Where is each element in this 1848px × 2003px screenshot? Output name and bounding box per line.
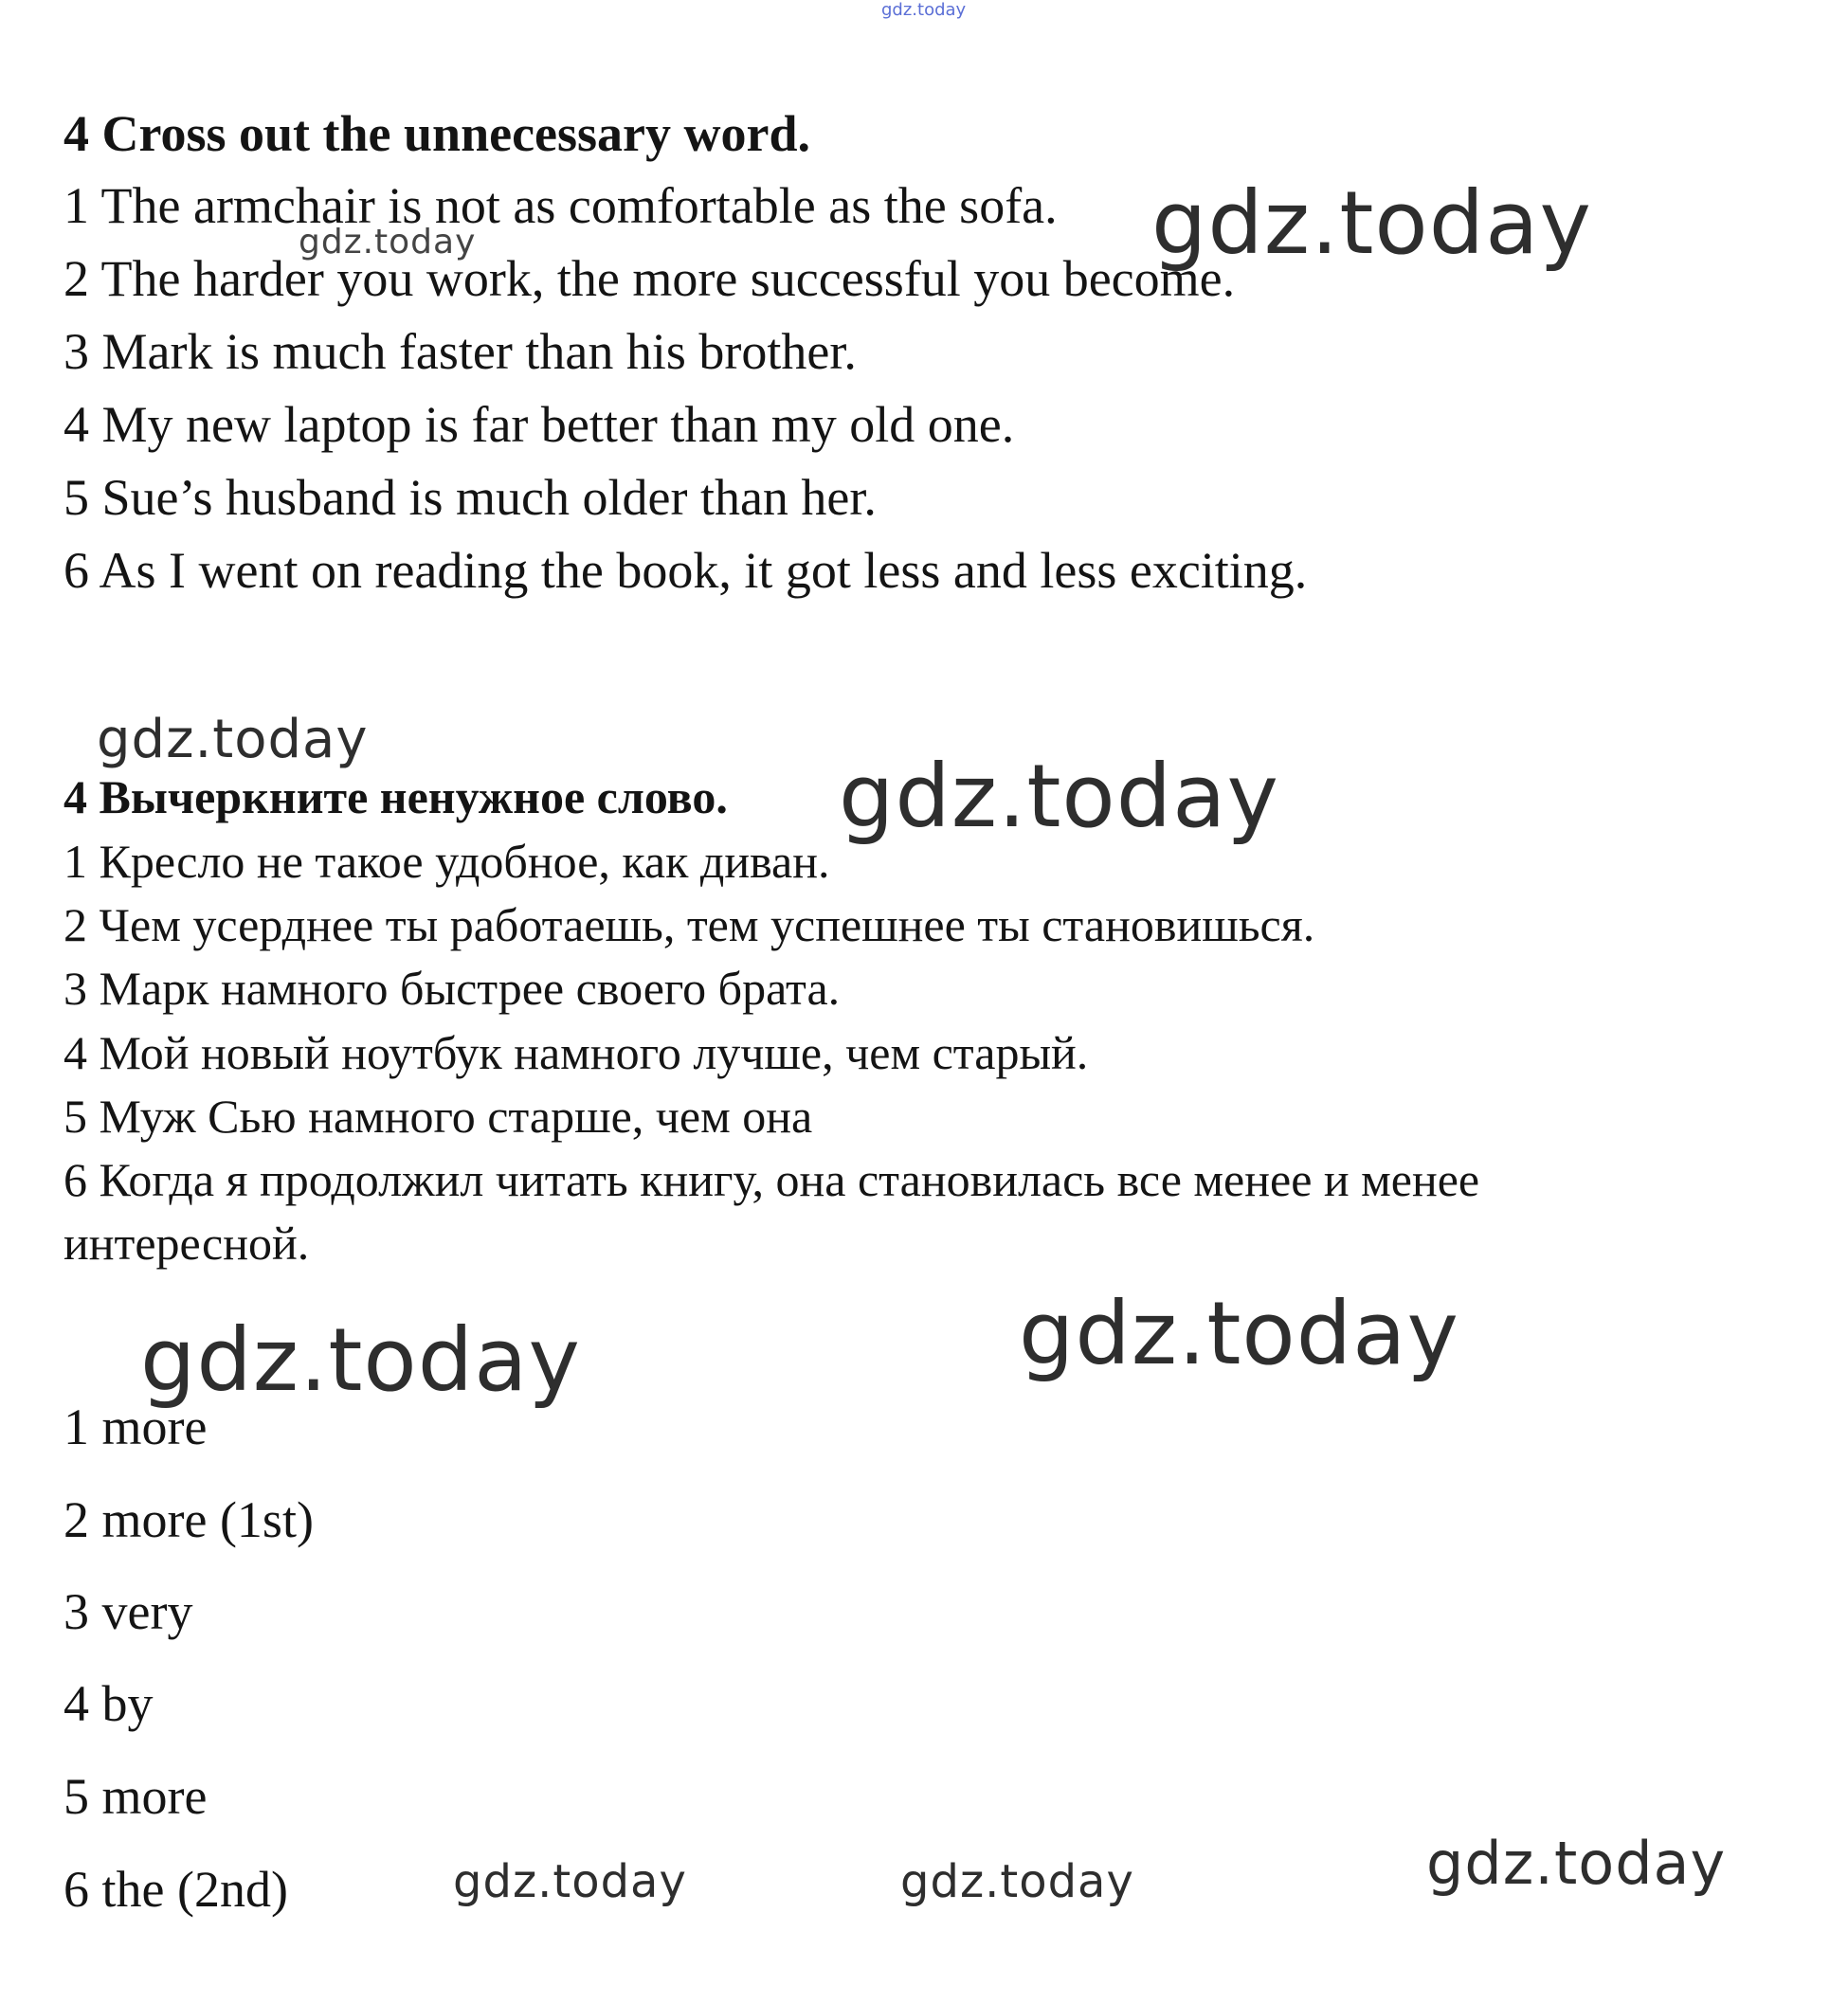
english-line-4: 4 My new laptop is far better than my old one. — [63, 396, 1015, 453]
russian-line-2: 2 Чем усерднее ты работаешь, тем успешнее ты становишься. — [63, 898, 1315, 951]
watermark-4: gdz.today — [839, 746, 1279, 847]
russian-line-6: 6 Когда я продолжил читать книгу, она становилась все менее и менее — [63, 1153, 1480, 1206]
watermark-7: gdz.today — [453, 1855, 687, 1908]
english-heading: 4 Cross out the unnecessary word. — [63, 105, 811, 162]
watermark-1: gdz.today — [1151, 172, 1592, 274]
answer-1: 1 more — [63, 1398, 208, 1455]
english-line-5: 5 Sue’s husband is much older than her. — [63, 469, 877, 526]
russian-line-6-cont: интересной. — [63, 1217, 310, 1270]
english-line-3: 3 Mark is much faster than his brother. — [63, 323, 857, 380]
watermark-8: gdz.today — [900, 1855, 1134, 1908]
watermark-5: gdz.today — [140, 1309, 581, 1411]
english-line-1: 1 The armchair is not as comfortable as the sofa. — [63, 177, 1058, 234]
watermark-3: gdz.today — [97, 709, 369, 770]
russian-line-5: 5 Муж Сью намного старше, чем она — [63, 1090, 813, 1143]
watermark-6: gdz.today — [1019, 1283, 1459, 1384]
english-line-6: 6 As I went on reading the book, it got less and less exciting. — [63, 542, 1308, 599]
watermark-2: gdz.today — [299, 223, 477, 262]
russian-heading: 4 Вычеркните ненужное слово. — [63, 770, 728, 823]
answer-5: 5 more — [63, 1768, 208, 1825]
answer-6: 6 the (2nd) — [63, 1861, 288, 1918]
answer-3: 3 very — [63, 1583, 193, 1640]
russian-line-1: 1 Кресло не такое удобное, как диван. — [63, 835, 830, 888]
answer-2: 2 more (1st) — [63, 1491, 314, 1548]
russian-line-3: 3 Марк намного быстрее своего брата. — [63, 962, 841, 1015]
english-line-2: 2 The harder you work, the more successful you become. — [63, 250, 1236, 307]
russian-line-4: 4 Мой новый ноутбук намного лучше, чем старый. — [63, 1026, 1089, 1079]
answer-4: 4 by — [63, 1675, 154, 1732]
watermark-9: gdz.today — [1426, 1829, 1727, 1898]
watermark-top: gdz.today — [881, 0, 967, 20]
